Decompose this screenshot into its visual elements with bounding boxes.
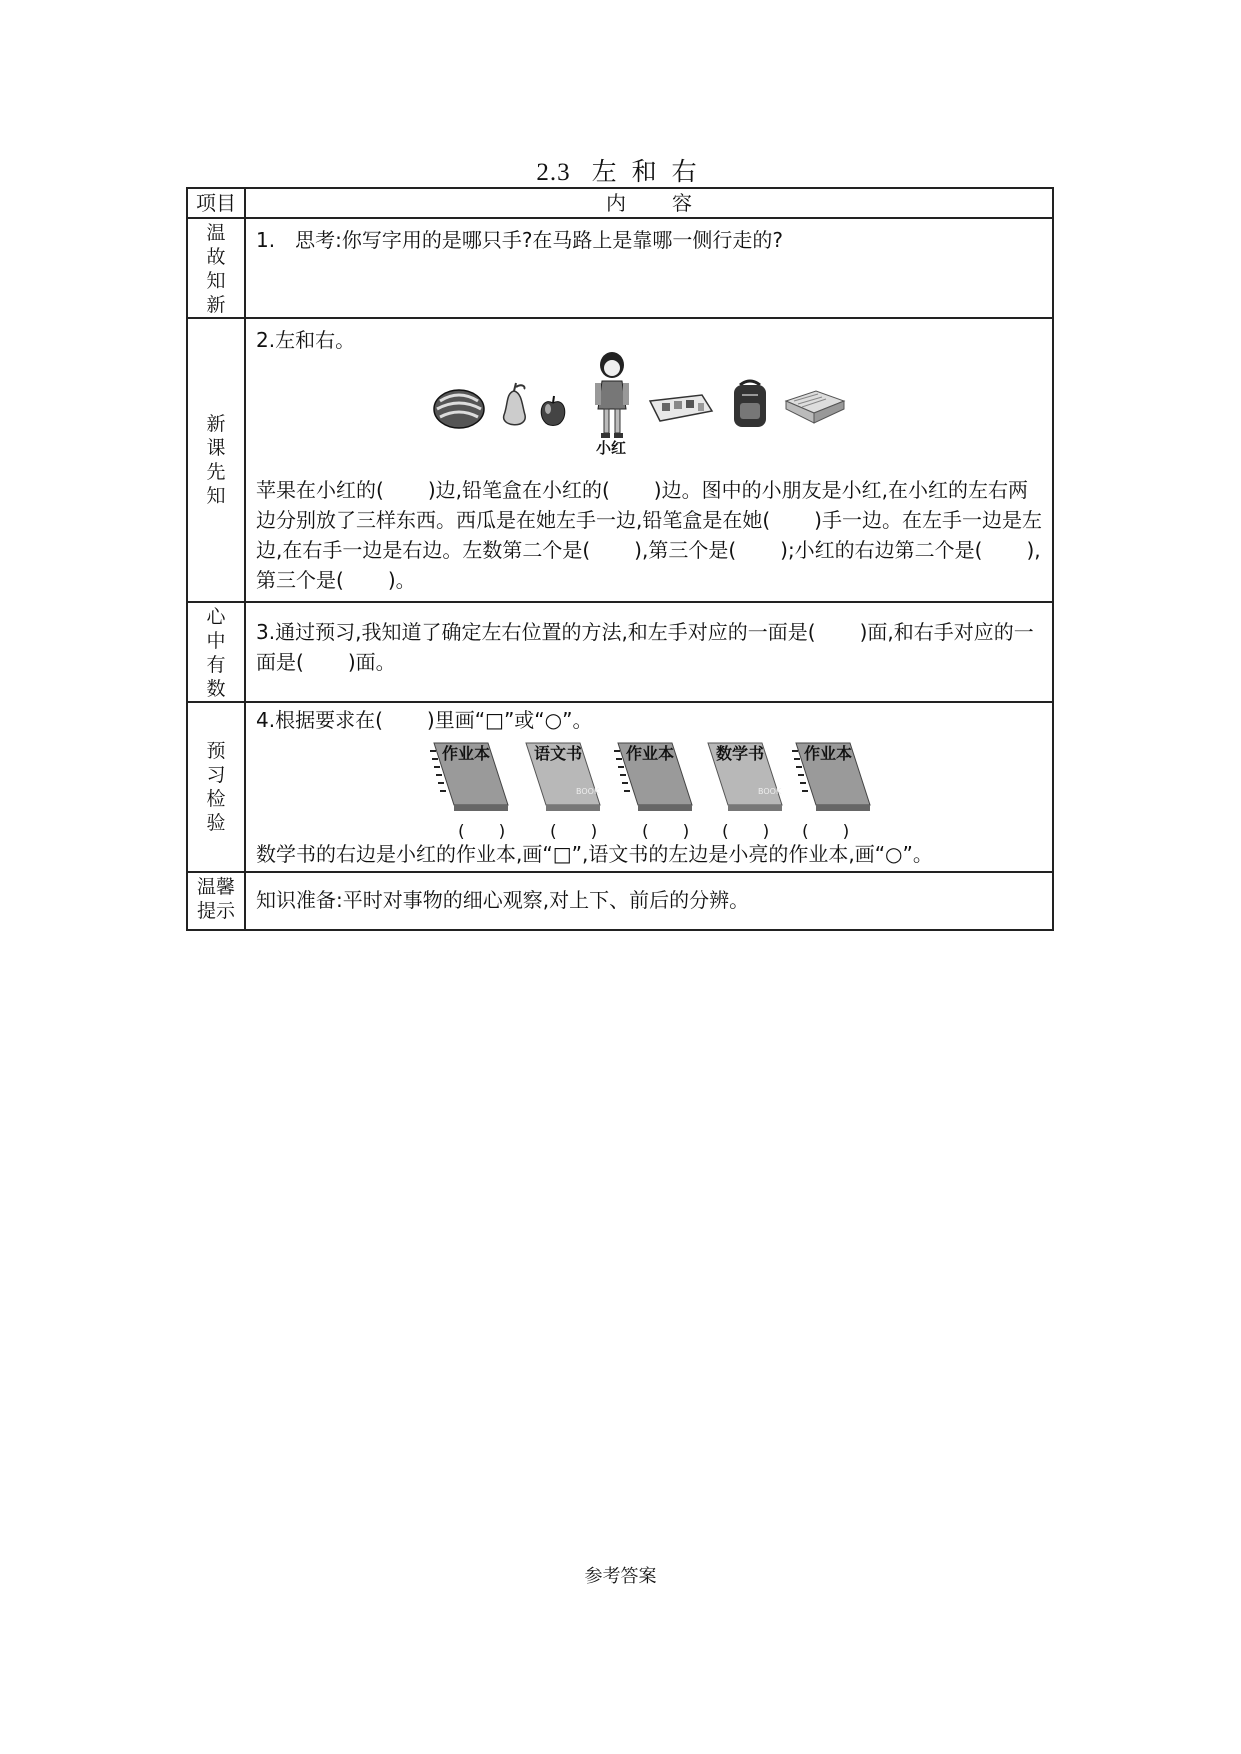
text-segment: )面,和右手对应的一面是( — [256, 620, 1034, 674]
label-char: 先 — [206, 461, 226, 483]
text-segment: )面。 — [347, 650, 396, 674]
label-char: 验 — [206, 812, 226, 834]
book-title: 语文书 — [534, 744, 583, 763]
book-title: 作业本 — [804, 744, 853, 763]
text-segment: )里画“□”或“○”。 — [426, 708, 593, 732]
row-label — [187, 872, 245, 930]
text-segment: )边,铅笔盒在小红的( — [427, 478, 610, 502]
text-segment: 3.通过预习,我知道了确定左右位置的方法,和左手对应的一面是( — [256, 620, 816, 644]
book-title: 数学书 — [716, 744, 765, 763]
row-content — [245, 218, 1053, 318]
title-char: 和 — [631, 157, 658, 186]
figure-name-label: 小红 — [596, 439, 627, 457]
label-char: 课 — [206, 437, 226, 459]
pear-icon — [498, 381, 530, 433]
label-char: 温馨 — [196, 876, 235, 898]
tip-text: 知识准备:平时对事物的细心观察,对上下、前后的分辨。 — [256, 888, 750, 912]
row-label — [187, 602, 245, 702]
label-char: 新 — [206, 294, 226, 316]
text-segment: );小红的右边第二个是( — [780, 538, 983, 562]
row-content — [245, 602, 1053, 702]
pencil-box-icon — [648, 391, 714, 425]
label-char: 习 — [206, 764, 226, 786]
worksheet-table — [186, 187, 1054, 931]
answer-paren[interactable]: ( ) — [722, 822, 770, 842]
header-item: 项目 — [187, 188, 245, 218]
label-char: 检 — [206, 788, 226, 810]
text-segment: )。 — [387, 568, 416, 592]
label-char: 有 — [206, 654, 226, 676]
label-char: 数 — [206, 678, 226, 700]
apple-icon — [538, 395, 568, 427]
question-4-intro — [256, 705, 1042, 735]
answer-paren[interactable]: ( ) — [802, 822, 850, 842]
label-char: 预 — [206, 740, 226, 762]
row-check — [187, 702, 1053, 872]
text-segment: 4.根据要求在( — [256, 708, 383, 732]
page-title — [0, 152, 1241, 188]
title-char: 左 — [591, 157, 618, 186]
header-char: 容 — [672, 191, 692, 215]
text-segment: 苹果在小红的( — [256, 478, 384, 502]
watermelon-icon — [432, 387, 486, 431]
label-char: 知 — [206, 270, 226, 292]
row-label — [187, 702, 245, 872]
left-right-figure — [256, 355, 1042, 465]
question-2-text — [256, 475, 1042, 595]
label-char: 故 — [206, 246, 226, 268]
label-char: 知 — [206, 485, 226, 507]
row-review — [187, 218, 1053, 318]
row-content — [245, 318, 1053, 602]
title-char: 右 — [671, 157, 698, 186]
backpack-icon — [730, 377, 770, 429]
row-label — [187, 218, 245, 318]
book-sub-label: BOOK — [576, 787, 600, 796]
girl-icon — [590, 351, 634, 443]
book-icon — [782, 387, 848, 427]
answer-paren[interactable]: ( ) — [458, 822, 506, 842]
row-tips — [187, 872, 1053, 930]
book-title: 作业本 — [442, 744, 491, 763]
text-segment: ),第三个是( — [256, 538, 1041, 592]
row-summary — [187, 602, 1053, 702]
answer-paren[interactable]: ( ) — [550, 822, 598, 842]
question-2-intro: 2.左和右。 — [256, 328, 356, 352]
label-char: 温 — [206, 222, 226, 244]
header-row — [187, 188, 1053, 218]
question-1: 1. 思考:你写字用的是哪只手?在马路上是靠哪一侧行走的? — [256, 228, 784, 252]
label-char: 心 — [206, 606, 226, 628]
answer-paren[interactable]: ( ) — [642, 822, 690, 842]
book-sub-label: BOOK — [758, 787, 782, 796]
row-content — [245, 872, 1053, 930]
text-segment: )手一边。在左手一边是左边,在右手一边是右边。左数第二个是( — [256, 508, 1042, 562]
footer-answer-key: 参考答案 — [584, 1566, 657, 1587]
title-number: 2.3 — [536, 159, 571, 186]
row-content — [245, 702, 1053, 872]
label-char: 提示 — [196, 900, 235, 922]
label-char: 新 — [206, 413, 226, 435]
header-content — [245, 188, 1053, 218]
header-char: 内 — [606, 191, 626, 215]
text-segment: ),第三个是( — [634, 538, 737, 562]
label-char: 中 — [206, 630, 226, 652]
text-segment: )边。图中的小朋友是小红,在小红的左右两边分别放了三样东西。西瓜是在她左手一边,铅笔盒是在她( — [256, 478, 1028, 532]
books-figure — [256, 735, 1042, 842]
question-4-text: 数学书的右边是小红的作业本,画“□”,语文书的左边是小亮的作业本,画“○”。 — [256, 842, 933, 866]
book-title: 作业本 — [626, 744, 675, 763]
row-preview — [187, 318, 1053, 602]
row-label — [187, 318, 245, 602]
